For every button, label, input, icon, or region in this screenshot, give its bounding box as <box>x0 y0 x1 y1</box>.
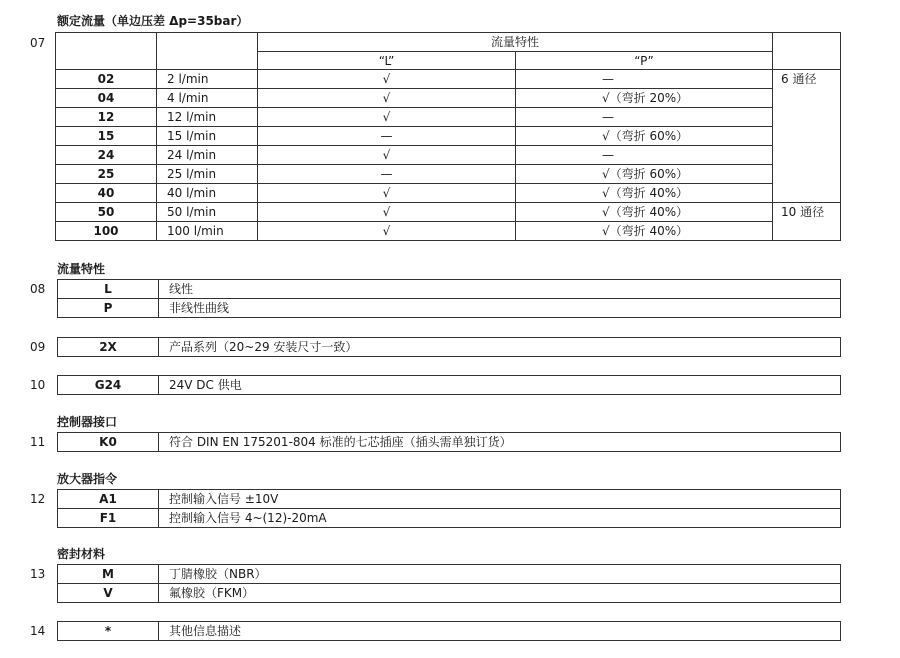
table-row <box>58 565 841 584</box>
p-mark: √（弯折 40%） <box>516 222 773 241</box>
interface-desc: 符合 DIN EN 175201-804 标准的七芯插座（插头需单独订货） <box>159 433 841 452</box>
table-row <box>56 127 841 146</box>
other-table <box>57 621 841 641</box>
section-number-08: 08 <box>30 282 46 296</box>
flow-code: 02 <box>56 70 157 89</box>
flow-header-blank-flow <box>157 33 258 70</box>
p-mark: √（弯折 40%） <box>516 184 773 203</box>
flow-code: 100 <box>56 222 157 241</box>
supply-desc: 24V DC 供电 <box>159 376 841 395</box>
l-mark: √ <box>258 89 516 108</box>
seal-desc: 丁腈橡胶（NBR） <box>159 565 841 584</box>
table-row <box>58 338 841 357</box>
section-number-13: 13 <box>30 567 46 581</box>
p-mark: — <box>516 70 773 89</box>
table-row <box>58 299 841 318</box>
amp-code: F1 <box>58 509 159 528</box>
flow-header-blank-code <box>56 33 157 70</box>
seal-table <box>57 564 841 603</box>
flow-value: 4 l/min <box>157 89 258 108</box>
l-mark: — <box>258 165 516 184</box>
p-mark: √（弯折 40%） <box>516 203 773 222</box>
flow-code: 12 <box>56 108 157 127</box>
table-row <box>56 222 841 241</box>
table-row <box>58 622 841 641</box>
table-row <box>58 280 841 299</box>
p-mark: √（弯折 20%） <box>516 89 773 108</box>
section-number-10: 10 <box>30 378 46 392</box>
l-mark: √ <box>258 203 516 222</box>
char-code: L <box>58 280 159 299</box>
table-row <box>58 433 841 452</box>
l-mark: — <box>258 127 516 146</box>
flow-value: 2 l/min <box>157 70 258 89</box>
l-mark: √ <box>258 70 516 89</box>
supply-code: G24 <box>58 376 159 395</box>
section-number-12: 12 <box>30 492 46 506</box>
table-row <box>58 490 841 509</box>
amp-desc: 控制输入信号 ±10V <box>159 490 841 509</box>
other-code: * <box>58 622 159 641</box>
flow-value: 12 l/min <box>157 108 258 127</box>
seal-code: M <box>58 565 159 584</box>
section-number-14: 14 <box>30 624 46 638</box>
amp-table <box>57 489 841 528</box>
interface-code: K0 <box>58 433 159 452</box>
table-row <box>58 584 841 603</box>
l-mark: √ <box>258 184 516 203</box>
l-mark: √ <box>258 146 516 165</box>
seal-code: V <box>58 584 159 603</box>
char-code: P <box>58 299 159 318</box>
amp-code: A1 <box>58 490 159 509</box>
p-mark: — <box>516 108 773 127</box>
flow-header-blank-size <box>773 33 841 70</box>
char-desc: 非线性曲线 <box>159 299 841 318</box>
table-row <box>56 89 841 108</box>
l-mark: √ <box>258 222 516 241</box>
other-desc: 其他信息描述 <box>159 622 841 641</box>
flow-value: 40 l/min <box>157 184 258 203</box>
supply-table <box>57 375 841 395</box>
flow-value: 25 l/min <box>157 165 258 184</box>
char-table <box>57 279 841 318</box>
char-section-title: 流量特性 <box>57 262 106 276</box>
flow-value: 24 l/min <box>157 146 258 165</box>
flow-value: 15 l/min <box>157 127 258 146</box>
col-header-p: “P” <box>516 52 773 70</box>
flow-code: 25 <box>56 165 157 184</box>
size-6-cell: 6 通径 <box>773 70 841 203</box>
flow-char-header: 流量特性 <box>258 33 773 52</box>
flow-value: 100 l/min <box>157 222 258 241</box>
table-row <box>56 203 841 222</box>
flow-value: 50 l/min <box>157 203 258 222</box>
table-row <box>58 376 841 395</box>
section-number-09: 09 <box>30 340 46 354</box>
seal-section-title: 密封材料 <box>57 547 106 561</box>
interface-section-title: 控制器接口 <box>57 415 118 429</box>
amp-section-title: 放大器指令 <box>57 472 118 486</box>
p-mark: √（弯折 60%） <box>516 165 773 184</box>
table-row <box>56 70 841 89</box>
flow-code: 24 <box>56 146 157 165</box>
flow-table <box>55 32 841 241</box>
section-number-11: 11 <box>30 435 46 449</box>
section-number-07: 07 <box>30 36 46 50</box>
table-row <box>56 146 841 165</box>
p-mark: — <box>516 146 773 165</box>
seal-desc: 氟橡胶（FKM） <box>159 584 841 603</box>
col-header-l: “L” <box>258 52 516 70</box>
size-10-cell: 10 通径 <box>773 203 841 241</box>
series-code: 2X <box>58 338 159 357</box>
flow-section-title: 额定流量（单边压差 Δp=35bar） <box>57 14 249 28</box>
table-row <box>56 165 841 184</box>
flow-code: 04 <box>56 89 157 108</box>
l-mark: √ <box>258 108 516 127</box>
flow-code: 15 <box>56 127 157 146</box>
series-desc: 产品系列（20~29 安装尺寸一致） <box>159 338 841 357</box>
char-desc: 线性 <box>159 280 841 299</box>
interface-table <box>57 432 841 452</box>
table-row <box>56 184 841 203</box>
table-row <box>56 108 841 127</box>
table-row <box>58 509 841 528</box>
flow-code: 50 <box>56 203 157 222</box>
flow-code: 40 <box>56 184 157 203</box>
p-mark: √（弯折 60%） <box>516 127 773 146</box>
series-table <box>57 337 841 357</box>
amp-desc: 控制输入信号 4~(12)-20mA <box>159 509 841 528</box>
